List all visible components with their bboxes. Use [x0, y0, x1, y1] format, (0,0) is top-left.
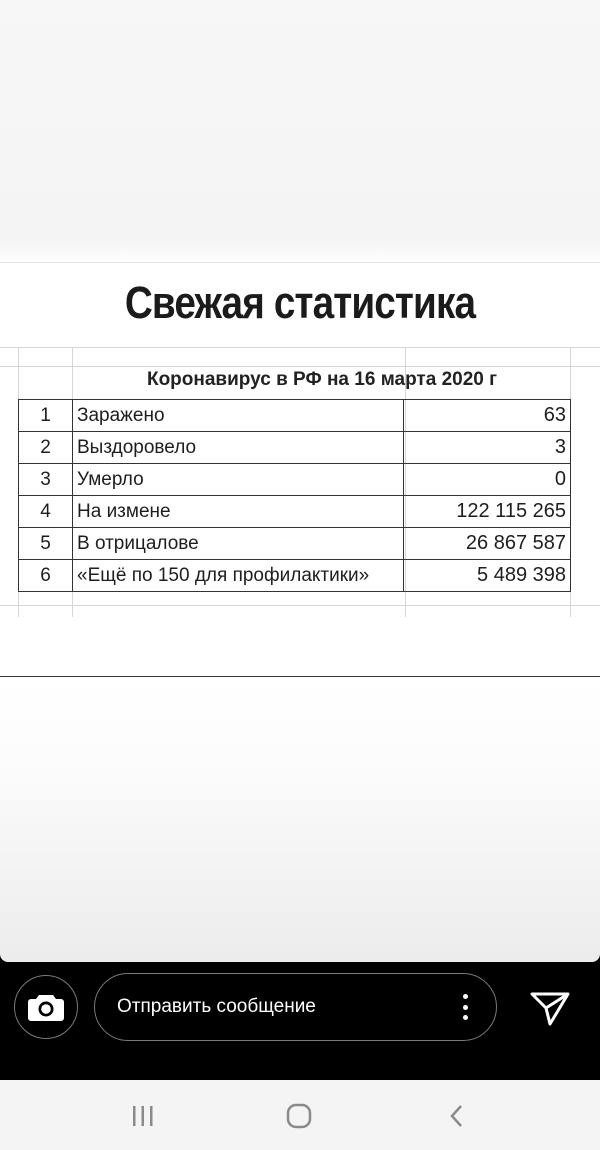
row-number: 1: [19, 400, 73, 432]
row-label: «Ещё по 150 для профилактики»: [73, 560, 404, 592]
row-label: Заражено: [73, 400, 404, 432]
row-number: 5: [19, 528, 73, 560]
row-label: В отрицалове: [73, 528, 404, 560]
camera-icon: [28, 992, 64, 1022]
table-row: [19, 464, 571, 496]
table-row: [19, 432, 571, 464]
gridline: [0, 605, 600, 606]
send-icon: [528, 988, 572, 1028]
row-value: 5 489 398: [404, 560, 571, 592]
row-label: На измене: [73, 496, 404, 528]
send-button[interactable]: [528, 988, 572, 1028]
recents-icon: [131, 1105, 155, 1127]
system-navigation-bar: [0, 1080, 600, 1150]
spreadsheet-photo: [0, 262, 600, 677]
table-row: [19, 560, 571, 592]
row-number: 3: [19, 464, 73, 496]
home-icon: [286, 1103, 312, 1129]
camera-button[interactable]: [14, 975, 78, 1039]
row-number: 6: [19, 560, 73, 592]
back-icon: [448, 1104, 464, 1128]
more-vertical-icon[interactable]: [462, 994, 468, 1020]
message-placeholder: Отправить сообщение: [117, 996, 316, 1017]
row-value: 122 115 265: [404, 496, 571, 528]
sheet-subtitle: Коронавирус в РФ на 16 марта 2020 г: [146, 369, 498, 390]
row-value: 0: [404, 464, 571, 496]
sheet-title: Свежая статистика: [124, 277, 476, 328]
table-row: [19, 496, 571, 528]
gridline: [0, 366, 600, 367]
row-value: 63: [404, 400, 571, 432]
row-value: 3: [404, 432, 571, 464]
back-button[interactable]: [436, 1100, 476, 1132]
table-row: [19, 528, 571, 560]
recents-button[interactable]: [123, 1100, 163, 1132]
row-number: 2: [19, 432, 73, 464]
stats-table: [18, 399, 571, 592]
table-row: [19, 400, 571, 432]
gridline: [0, 347, 600, 348]
row-value: 26 867 587: [404, 528, 571, 560]
home-button[interactable]: [279, 1100, 319, 1132]
row-label: Умерло: [73, 464, 404, 496]
row-label: Выздоровело: [73, 432, 404, 464]
row-number: 4: [19, 496, 73, 528]
message-input[interactable]: [94, 973, 497, 1041]
